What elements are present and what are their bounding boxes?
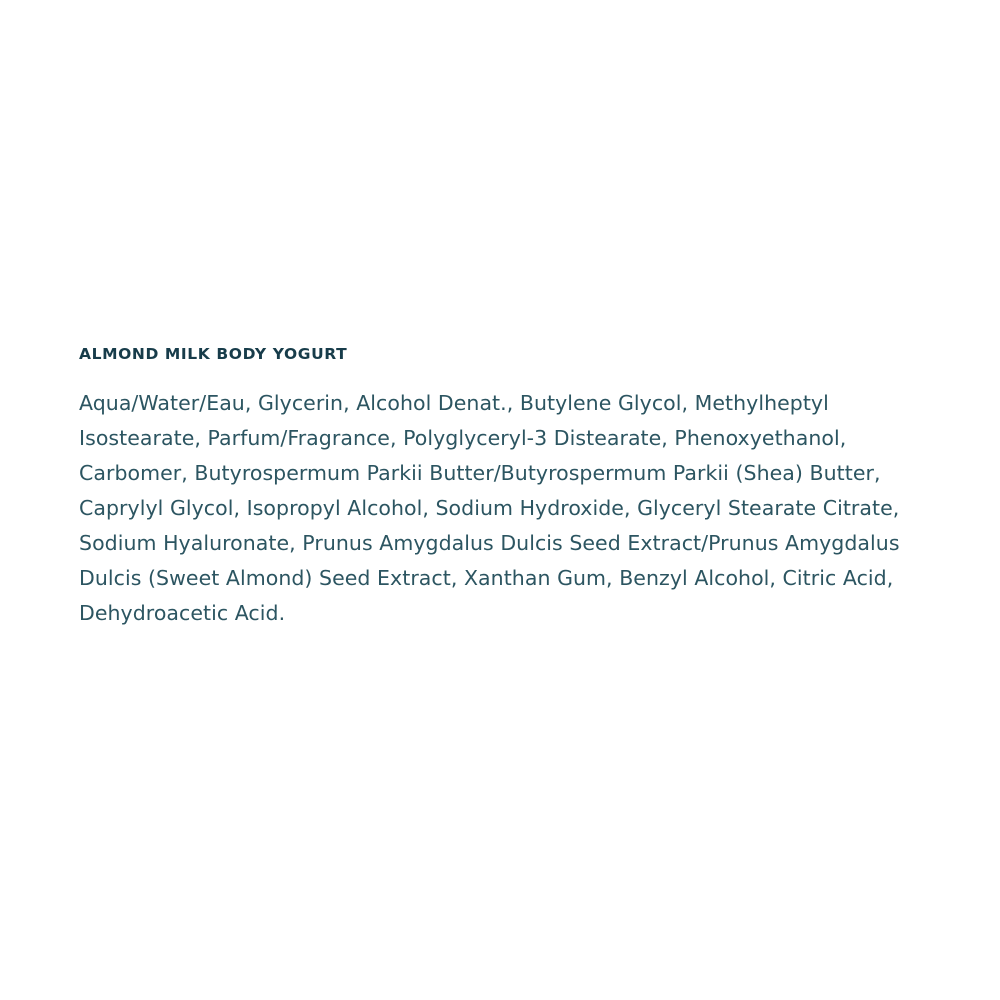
page-title: ALMOND MILK BODY YOGURT (79, 345, 348, 363)
ingredients-panel (79, 345, 924, 631)
ingredients-list: Aqua/Water/Eau, Glycerin, Alcohol Denat., Butylene Glycol, Methylheptyl Isostearate, Parfum/Fragrance, Polyglyceryl-3 Distearate, Phenoxyethanol, Carbomer, Butyrospermum Parkii Butter/Butyrospermum Parkii (Shea) Butter, Caprylyl Glycol, Isopropyl Alcohol, Sodium Hydroxide, Glyceryl Stearate Citrate, Sodium Hyaluronate, Prunus Amygdalus Dulcis Seed Extract/Prunus Amygdalus Dulcis (Sweet Almond) Seed Extract, Xanthan Gum, Benzyl Alcohol, Citric Acid, Dehydroacetic Acid. (79, 390, 907, 625)
